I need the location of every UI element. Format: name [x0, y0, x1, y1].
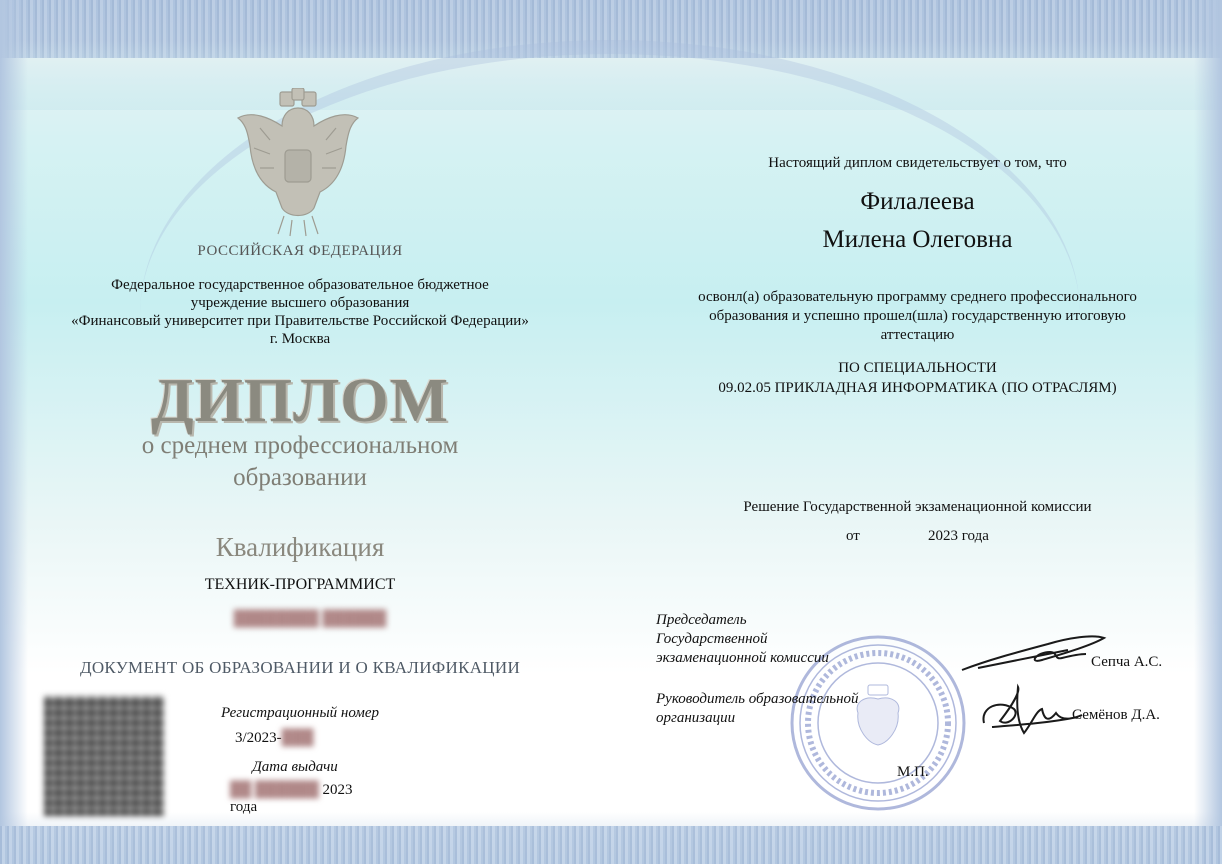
org-line: Федеральное государственное образовательное бюджетное — [111, 277, 489, 293]
head-line: организации — [656, 710, 736, 726]
certification-intro: Настоящий диплом свидетельствует о том, что — [768, 155, 1067, 171]
specialty-label: ПО СПЕЦИАЛЬНОСТИ — [838, 360, 997, 376]
bottom-border-band — [0, 826, 1222, 864]
diploma-title: ДИПЛОМ — [150, 367, 450, 435]
issue-date-label: Дата выдачи — [252, 759, 338, 775]
org-city: г. Москва — [269, 331, 331, 347]
subtitle-line: образовании — [233, 464, 367, 491]
chair-line: Председатель — [656, 612, 747, 628]
redacted-field — [225, 611, 395, 629]
document-type: ДОКУМЕНТ ОБ ОБРАЗОВАНИИ И О КВАЛИФИКАЦИИ — [79, 658, 521, 677]
commission-decision: Решение Государственной экзаменационной комиссии — [743, 499, 1092, 515]
institution-name — [30, 276, 570, 348]
chair-signature — [958, 630, 1108, 675]
issue-date — [230, 782, 380, 816]
qr-code-redacted — [44, 696, 164, 816]
graduate-surname: Филалеева — [860, 188, 975, 215]
left-border-band — [0, 0, 28, 864]
org-line: учреждение высшего образования — [190, 295, 410, 311]
redacted-blur: ████████ ██████ — [233, 611, 387, 627]
issue-year: 2023 года — [230, 782, 353, 815]
country-name: РОССИЙСКАЯ ФЕДЕРАЦИЯ — [197, 243, 403, 259]
head-line: Руководитель образовательной — [656, 691, 859, 707]
statement-line: освонл(а) образовательную программу среднего профессионального — [698, 289, 1137, 305]
right-border-band — [1194, 0, 1222, 864]
head-title — [656, 690, 906, 728]
specialty-value: 09.02.05 ПРИКЛАДНАЯ ИНФОРМАТИКА (ПО ОТРАСЛЯМ) — [718, 380, 1117, 396]
seal-place-mark: М.П. — [897, 764, 929, 780]
registration-label: Регистрационный номер — [220, 705, 379, 721]
redacted-blur: ███ — [281, 730, 314, 746]
diploma-subtitle — [90, 430, 510, 494]
chair-name: Сепча А.С. — [1091, 654, 1163, 670]
head-name: Семёнов Д.А. — [1072, 707, 1160, 723]
statement-line: аттестацию — [880, 327, 955, 343]
chair-line: Государственной — [656, 631, 768, 647]
chair-title — [656, 611, 876, 668]
decision-year: 2023 года — [928, 528, 989, 544]
decision-from: от — [846, 528, 860, 544]
qualification-value: ТЕХНИК-ПРОГРАММИСТ — [204, 576, 396, 593]
redacted-blur: ██ ██████ — [230, 782, 319, 798]
chair-line: экзаменационной комиссии — [656, 650, 829, 666]
subtitle-line: о среднем профессиональном — [141, 432, 459, 459]
registration-number — [235, 730, 355, 747]
graduate-given-names: Милена Олеговна — [822, 226, 1013, 253]
qualification-label: Квалификация — [215, 532, 385, 562]
program-statement — [660, 288, 1175, 345]
statement-line: образования и успешно прошел(шла) государственную итоговую — [709, 308, 1126, 324]
registration-number-value: 3/2023- — [235, 730, 282, 746]
coat-of-arms-emblem — [230, 88, 366, 238]
org-line: «Финансовый университет при Правительстве Российской Федерации» — [71, 313, 529, 329]
